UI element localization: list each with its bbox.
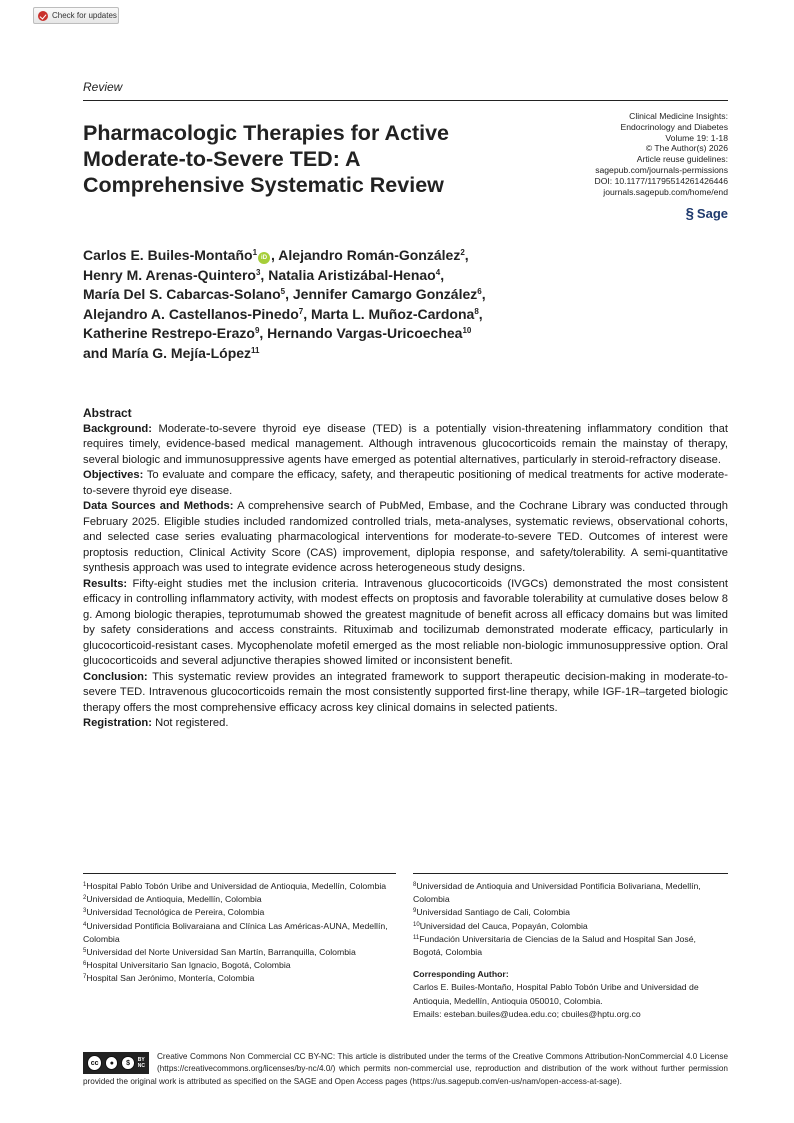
affiliation-text: Hospital San Jerónimo, Montería, Colombia [86, 973, 255, 984]
author-name: María Del S. Cabarcas-Solano [83, 286, 281, 302]
abstract-heading: Abstract [83, 406, 132, 420]
affiliation-number: 6 [83, 961, 87, 968]
abstract-methods-label: Data Sources and Methods: [83, 500, 234, 512]
corresponding-author-address: Carlos E. Builes-Montaño, Hospital Pablo Tobón Uribe and Universidad de Antioquia, Medellín, Antioquia 050010, Colombia. [413, 982, 699, 1006]
author-name: Hernando Vargas-Uricoechea [267, 325, 463, 341]
abstract-registration-text: Not registered. [152, 717, 229, 729]
affiliation-text: Universidad Pontificia Bolivaraiana and Clínica Las Américas-AUNA, Medellín, Colombia [83, 920, 388, 944]
affiliation-text: Universidad de Antioquia, Medellín, Colombia [86, 894, 262, 905]
author-separator: , [271, 247, 279, 263]
author-separator: , [303, 305, 311, 322]
affiliation-text: Hospital Pablo Tobón Uribe and Universidad de Antioquia, Medellín, Colombia [86, 881, 387, 891]
author-separator: , [481, 286, 486, 302]
author-name: Marta L. Muñoz-Cardona [310, 305, 475, 322]
nc-dollar-icon: $ [121, 1056, 134, 1070]
author-separator: , [464, 247, 469, 263]
abstract-results-text: Fifty-eight studies met the inclusion criteria. Intravenous glucocorticoids (IVGCs) demonstrated the most consistent efficacy in controlling inflammatory activity, with modest effects on proptosis and favorable tolerability at cumulative doses below 8 g. Among biologic therapies, teprotumumab showed the greatest magnitude of benefit across all efficacy domains but was limited by safety considerations and access constraints. Rituximab and tocilizumab demonstrated moderate efficacy, particularly in glucocorticoid-resistant cases. Mycophenolate mofetil emerged as the most reliable non-biologic immunosuppressive option. Oral glucocorticoids and several adjunctive therapies showed limited or inconsistent benefit. [83, 577, 728, 667]
journal-meta-line: Clinical Medicine Insights: [629, 111, 728, 121]
affiliations-right-column [413, 880, 728, 1021]
affiliation-number: 2 [83, 895, 87, 902]
affiliation-number: 8 [413, 882, 417, 888]
author-separator: , [440, 266, 445, 283]
affiliation-number: 1 [83, 882, 87, 888]
footnote-divider-left [83, 873, 396, 874]
sage-logo [686, 205, 728, 222]
affiliations-right [413, 880, 728, 959]
author-affiliation-ref: 4 [435, 267, 441, 277]
orcid-icon[interactable]: iD [258, 252, 270, 264]
affiliation-number: 11 [413, 934, 420, 941]
cc-badge-by: BY [137, 1057, 145, 1063]
journal-metadata [595, 111, 728, 197]
abstract-background-label: Background: [83, 422, 152, 435]
affiliation-item [413, 906, 728, 919]
author-affiliation-ref: 5 [280, 287, 286, 296]
abstract-methods [83, 499, 728, 577]
affiliation-text: Universidad del Cauca, Popayán, Colombia [419, 920, 588, 931]
journal-meta-line: Endocrinology and Diabetes [620, 121, 728, 132]
cc-icon: cc [87, 1055, 102, 1071]
cc-badge-text [138, 1057, 145, 1069]
license-notice [83, 1051, 728, 1088]
author-affiliation-ref: 3 [255, 267, 261, 277]
author-affiliation-ref: 9 [254, 326, 260, 335]
journal-volume: Volume 19: 1-18 [665, 132, 728, 143]
author-name: Henry M. Arenas-Quintero [83, 266, 256, 283]
article-type-label: Review [83, 80, 123, 94]
abstract-conclusion [83, 670, 728, 717]
cc-badge-nc: NC [137, 1063, 145, 1069]
affiliation-item [83, 920, 396, 946]
permissions-link[interactable]: sagepub.com/journals-permissions [595, 164, 728, 175]
author-affiliation-ref: 10 [462, 326, 472, 335]
header-divider [83, 100, 728, 101]
affiliation-item [83, 972, 396, 985]
journal-meta-line: Article reuse guidelines: [636, 154, 728, 165]
sage-s-icon: § [685, 205, 694, 222]
author-name: Katherine Restrepo-Erazo [83, 325, 255, 341]
affiliation-item [83, 906, 396, 919]
affiliation-number: 7 [83, 974, 87, 981]
affiliations-left [83, 880, 396, 986]
affiliation-text: Universidad del Norte Universidad San Martín, Barranquilla, Colombia [86, 947, 356, 958]
author-affiliation-ref: 6 [477, 287, 482, 296]
affiliation-item [83, 880, 396, 893]
affiliation-text: Universidad Tecnológica de Pereira, Colombia [86, 907, 265, 918]
author-separator: , [259, 325, 268, 341]
check-updates-icon [38, 11, 48, 21]
abstract-objectives-label: Objectives: [83, 469, 144, 481]
author-name: Carlos E. Builes-Montaño [83, 247, 253, 263]
affiliation-text: Fundación Universitaria de Ciencias de la Salud and Hospital San José, Bogotá, Colombia [413, 933, 696, 958]
affiliation-text: Hospital Universitario San Ignacio, Bogotá, Colombia [86, 960, 291, 971]
check-for-updates-button[interactable] [33, 7, 119, 24]
by-person-icon: ● [105, 1056, 118, 1070]
affiliation-item [83, 946, 396, 959]
abstract-results [83, 577, 728, 670]
abstract-objectives [83, 468, 728, 499]
affiliation-item [413, 880, 728, 906]
corresponding-author-emails[interactable]: Emails: esteban.builes@udea.edu.co; cbuiles@hptu.org.co [413, 1008, 641, 1019]
abstract-methods-text: A comprehensive search of PubMed, Embase, and the Cochrane Library was conducted through February 2025. Eligible studies included randomized controlled trials, meta-analyses, systematic reviews, observational cohorts, and selected case series evaluating pharmacological interventions for moderate-to-severe TED. Outcomes of interest were proptosis reduction, Clinical Activity Score (CAS) improvement, diplopia response, and safety/tolerability. A semi-quantitative synthesis approach was used to integrate evidence across heterogeneous study designs. [83, 500, 728, 574]
doi[interactable]: DOI: 10.1177/11795514261426446 [594, 175, 728, 186]
author-affiliation-ref: 2 [460, 248, 465, 257]
abstract-conclusion-text: This systematic review provides an integrated framework to support therapeutic decision-making in moderate-to-severe TED. Intravenous glucocorticoids remain the most consistently supported first-line therapy, while IGF-1R–targeted biologic therapy offers the most comprehensive efficacy across key clinical domains in selected patients. [83, 670, 728, 714]
author-name: and María G. Mejía-López [83, 344, 252, 361]
author-name: Natalia Aristizábal-Henao [268, 266, 436, 283]
affiliation-text: Universidad de Antioquia and Universidad Pontificia Bolivariana, Medellín, Colombia [413, 881, 701, 905]
abstract-background [83, 422, 728, 469]
author-affiliation-ref: 1 [252, 248, 258, 257]
cc-by-nc-badge[interactable] [83, 1052, 149, 1074]
author-separator: , [285, 286, 293, 302]
author-name: Jennifer Camargo González [292, 286, 478, 302]
affiliation-item [413, 933, 728, 959]
author-name: Alejandro Román-González [278, 247, 461, 263]
check-updates-label: Check for updates [52, 11, 117, 20]
affiliation-number: 4 [83, 921, 87, 928]
publisher-name: Sage [696, 206, 728, 221]
affiliation-number: 5 [83, 948, 87, 955]
license-text: Creative Commons Non Commercial CC BY-NC: This article is distributed under the terms of the Creative Commons Attribution-NonCommercial 4.0 License (https://creativecommons.org/licenses/by-nc/4.0/) which permits non-commercial use, reproduction and distribution of the work without further permission provided the original work is attributed as specified on the SAGE and Open Access pages (https://us.sagepub.com/en-us/nam/open-access-at-sage). [83, 1052, 728, 1086]
abstract-registration [83, 716, 728, 732]
abstract-conclusion-label: Conclusion: [83, 670, 148, 683]
copyright: © The Author(s) 2026 [645, 143, 728, 154]
abstract-objectives-text: To evaluate and compare the efficacy, safety, and therapeutic positioning of medical treatments for active moderate-to-severe thyroid eye disease. [83, 469, 728, 497]
affiliation-item [413, 920, 728, 933]
author-name: Alejandro A. Castellanos-Pinedo [83, 305, 299, 322]
author-affiliation-ref: 7 [298, 306, 304, 316]
author-separator: , [260, 266, 269, 283]
journal-homepage-link[interactable]: journals.sagepub.com/home/end [603, 186, 728, 197]
affiliation-item [83, 893, 396, 906]
author-affiliation-ref: 8 [474, 306, 479, 316]
affiliation-item [83, 959, 396, 972]
author-list [83, 246, 543, 363]
footnote-divider-right [413, 873, 728, 874]
abstract-background-text: Moderate-to-severe thyroid eye disease (TED) is a potentially vision-threatening inflammatory condition that requires timely, evidence-based medical management. Although intravenous glucocorticoids remain the mainstay of therapy, several biologic and immunosuppressive agents have emerged as potential alternatives, particularly in steroid-refractory disease. [83, 422, 728, 466]
affiliation-number: 9 [413, 908, 417, 915]
corresponding-author-heading: Corresponding Author: [413, 969, 509, 980]
abstract-registration-label: Registration: [83, 717, 152, 729]
affiliation-number: 3 [83, 908, 87, 915]
affiliation-number: 10 [413, 921, 420, 928]
abstract-results-label: Results: [83, 577, 128, 590]
author-affiliation-ref: 11 [251, 345, 260, 355]
article-title: Pharmacologic Therapies for Active Moderate-to-Severe TED: A Comprehensive Systematic Review [83, 121, 450, 197]
affiliation-text: Universidad Santiago de Cali, Colombia [416, 907, 570, 918]
author-separator: , [478, 305, 483, 322]
abstract [83, 406, 728, 732]
